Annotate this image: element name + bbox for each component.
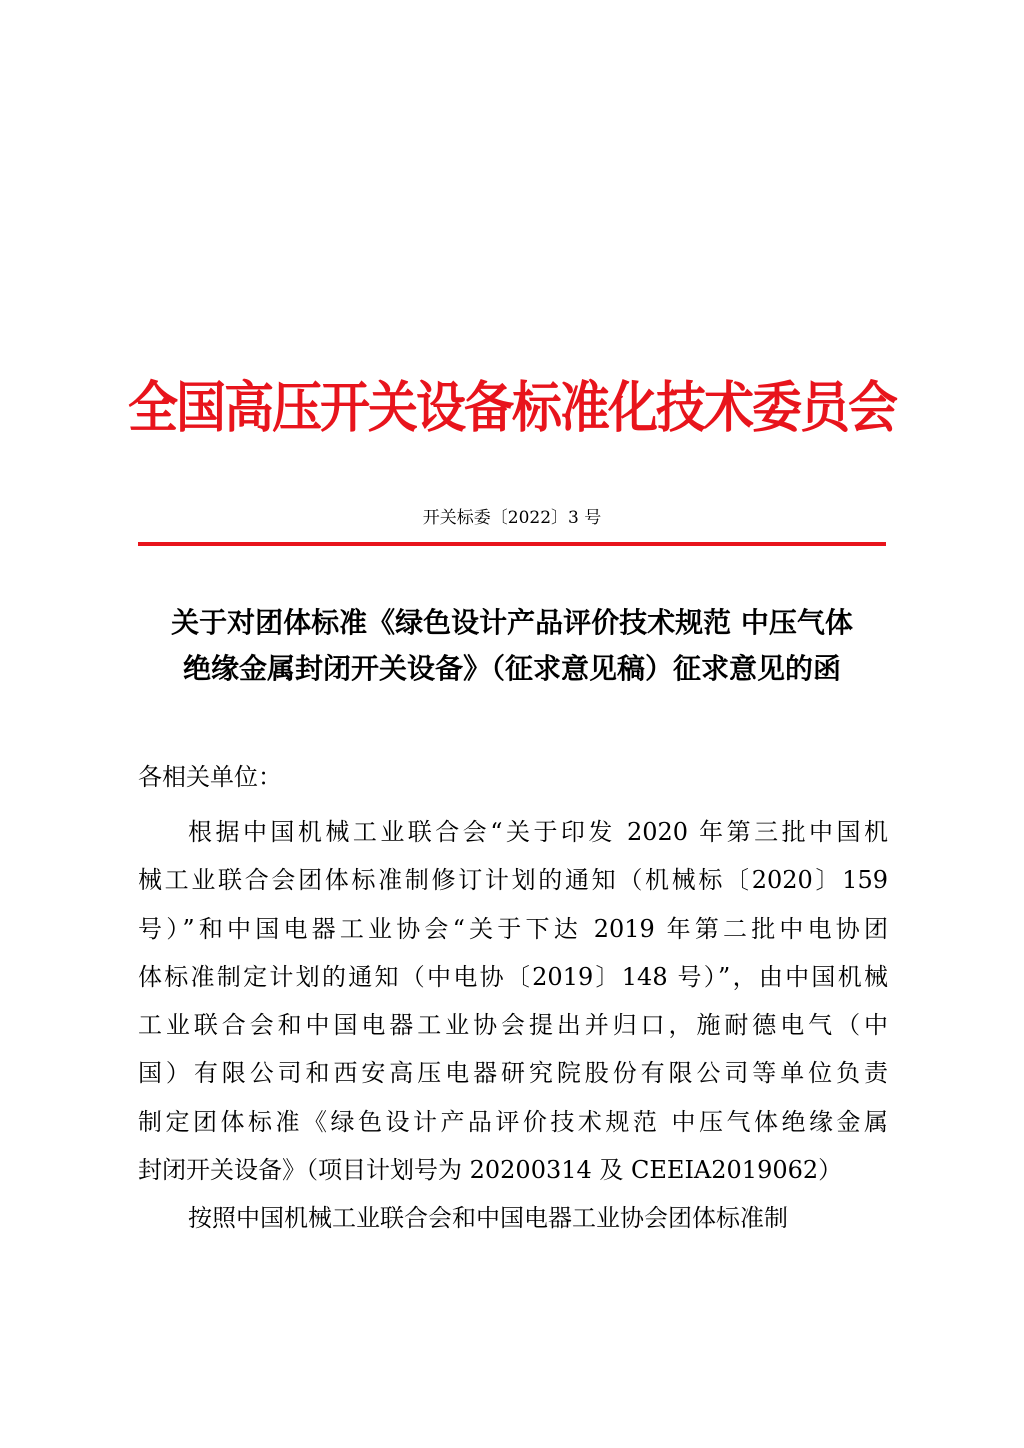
letter-title-line: 绝缘金属封闭开关设备》（征求意见稿）征求意见的函 <box>182 652 841 685</box>
document-number: 开关标委〔2022〕3 号 <box>422 508 602 528</box>
letter-body <box>138 808 888 1243</box>
salutation: 各相关单位： <box>138 763 282 791</box>
body-line: 封闭开关设备》（项目计划号为 20200314 及 CEEIA2019062） <box>138 1156 843 1185</box>
body-line: 体标准制定计划的通知（中电协〔2019〕148 号）”，由中国机械 <box>138 962 888 991</box>
body-line: 工业联合会和中国电器工业协会提出并归口，施耐德电气（中 <box>138 1011 888 1040</box>
body-line: 根据中国机械工业联合会“关于印发 2020 年第三批中国机 <box>188 818 888 846</box>
letter-title-line: 关于对团体标准《绿色设计产品评价技术规范 中压气体 <box>171 606 853 639</box>
body-line: 号）”和中国电器工业协会“关于下达 2019 年第二批中电协团 <box>138 914 888 943</box>
red-divider-rule <box>138 542 886 546</box>
body-line: 制定团体标准《绿色设计产品评价技术规范 中压气体绝缘金属 <box>138 1107 888 1136</box>
letter-title <box>130 600 894 692</box>
body-line: 按照中国机械工业联合会和中国电器工业协会团体标准制 <box>188 1204 788 1233</box>
body-line: 械工业联合会团体标准制修订计划的通知（机械标〔2020〕159 <box>138 866 888 895</box>
organization-header: 全国高压开关设备标准化技术委员会 <box>128 376 896 440</box>
body-line: 国）有限公司和西安高压电器研究院股份有限公司等单位负责 <box>138 1059 888 1088</box>
